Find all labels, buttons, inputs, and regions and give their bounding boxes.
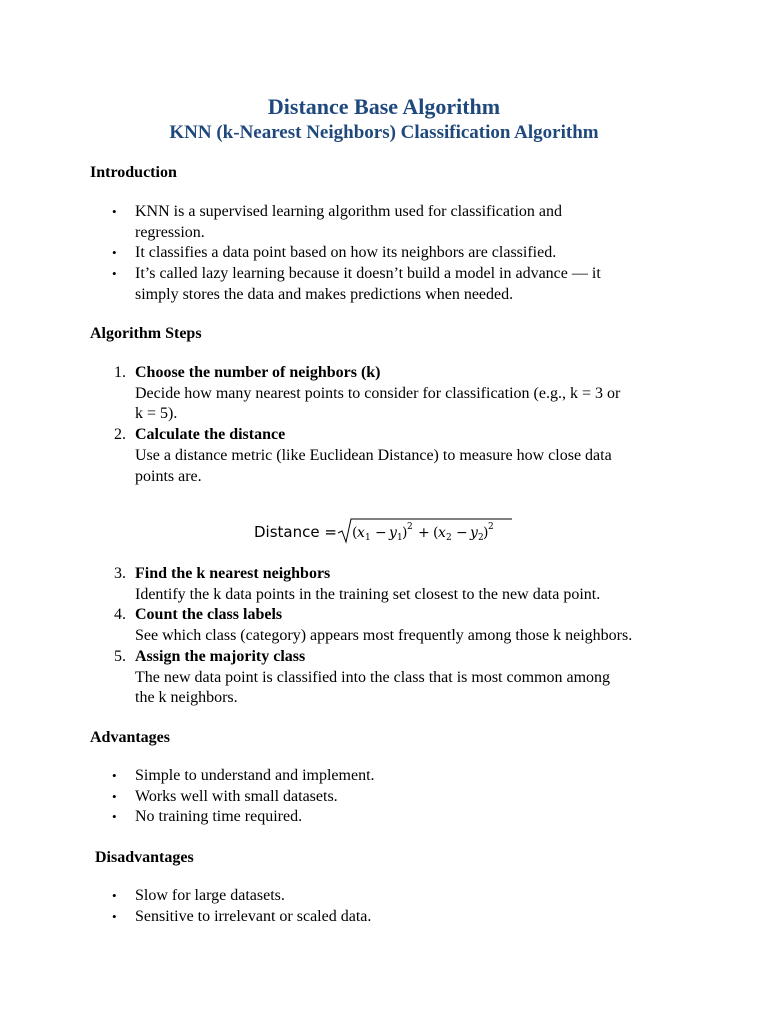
- formula-op: −: [375, 525, 387, 541]
- list-item: [0, 907, 680, 928]
- step-number: 4.: [114, 606, 126, 624]
- step-text: the k neighbors.: [135, 689, 238, 707]
- bullet-text: simply stores the data and makes predictions when needed.: [135, 285, 514, 303]
- bullet-text: Simple to understand and implement.: [135, 767, 375, 784]
- step-text: Identify the k data points in the training set closest to the new data point.: [135, 585, 601, 603]
- formula-var: y: [470, 525, 478, 541]
- bullet-text: Sensitive to irrelevant or scaled data.: [135, 907, 372, 925]
- formula-sub: 1: [365, 533, 371, 543]
- bullet-icon: •: [112, 809, 117, 825]
- bullet-text: No training time required.: [135, 808, 303, 826]
- bullet-text: Works well with small datasets.: [135, 787, 338, 805]
- step-title: Choose the number of neighbors (k): [135, 364, 381, 381]
- step-number: 5.: [114, 647, 126, 665]
- formula-var: x: [357, 525, 365, 541]
- step-item: [0, 363, 680, 425]
- advantages-list: [0, 766, 768, 828]
- formula-var: y: [389, 525, 397, 541]
- step-title: Calculate the distance: [135, 426, 286, 444]
- list-item: [0, 202, 680, 243]
- formula-op: −: [456, 525, 468, 541]
- algorithm-steps-heading: Algorithm Steps: [90, 325, 202, 342]
- steps-list-part2: [0, 564, 768, 709]
- bullet-text: It classifies a data point based on how its neighbors are classified.: [135, 244, 557, 262]
- list-item: [0, 886, 680, 907]
- step-item: [0, 564, 680, 605]
- bullet-icon: •: [112, 266, 117, 282]
- list-item: [0, 243, 680, 264]
- advantages-heading: Advantages: [90, 729, 171, 746]
- bullet-icon: •: [112, 204, 117, 219]
- list-item: [0, 766, 680, 787]
- steps-list-part1: [0, 363, 768, 487]
- bullet-icon: •: [112, 768, 117, 783]
- step-text: points are.: [135, 467, 202, 485]
- step-number: 1.: [114, 364, 126, 381]
- step-number: 2.: [114, 426, 126, 444]
- document-subtitle: KNN (k-Nearest Neighbors) Classification Algorithm: [169, 122, 599, 143]
- step-title: Assign the majority class: [135, 647, 306, 665]
- document-title: Distance Base Algorithm: [267, 94, 501, 119]
- formula-label: Distance =: [254, 523, 337, 541]
- formula-var: x: [438, 525, 446, 541]
- formula-paren: ): [483, 525, 489, 541]
- bullet-text: It’s called lazy learning because it doesn’t build a model in advance — it: [135, 265, 601, 283]
- formula-sup: 2: [488, 522, 494, 532]
- step-text: k = 5).: [135, 405, 178, 423]
- step-number: 3.: [114, 565, 126, 582]
- disadvantages-list: [0, 886, 768, 927]
- formula-paren: ): [402, 525, 408, 541]
- formula-paren: (: [433, 525, 439, 541]
- step-title: Count the class labels: [135, 606, 283, 624]
- introduction-heading: Introduction: [90, 164, 177, 181]
- introduction-list: [0, 202, 768, 306]
- bullet-icon: •: [112, 788, 117, 804]
- step-text: Use a distance metric (like Euclidean Distance) to measure how close data: [135, 446, 612, 464]
- step-text: See which class (category) appears most frequently among those k neighbors.: [135, 627, 633, 645]
- bullet-icon: •: [112, 908, 117, 924]
- step-title: Find the k nearest neighbors: [135, 565, 331, 582]
- step-item: [0, 647, 680, 709]
- formula-sup: 2: [407, 522, 413, 532]
- list-item: [0, 807, 680, 828]
- step-item: [0, 425, 680, 487]
- distance-formula: [254, 518, 516, 544]
- step-item: [0, 605, 680, 646]
- formula-sub: 2: [446, 533, 452, 543]
- step-text: The new data point is classified into the class that is most common among: [135, 668, 611, 686]
- list-item: [0, 264, 680, 305]
- bullet-icon: •: [112, 245, 117, 261]
- disadvantages-heading: Disadvantages: [95, 849, 194, 866]
- step-text: Decide how many nearest points to consider for classification (e.g., k = 3 or: [135, 384, 621, 402]
- bullet-icon: •: [112, 888, 117, 903]
- bullet-text: KNN is a supervised learning algorithm used for classification and: [135, 203, 562, 220]
- list-item: [0, 787, 680, 808]
- bullet-text: regression.: [135, 223, 205, 241]
- formula-sub: 1: [397, 533, 403, 543]
- formula-paren: (: [352, 525, 358, 541]
- formula-op: +: [418, 525, 430, 541]
- formula-sub: 2: [478, 533, 484, 543]
- bullet-text: Slow for large datasets.: [135, 887, 285, 904]
